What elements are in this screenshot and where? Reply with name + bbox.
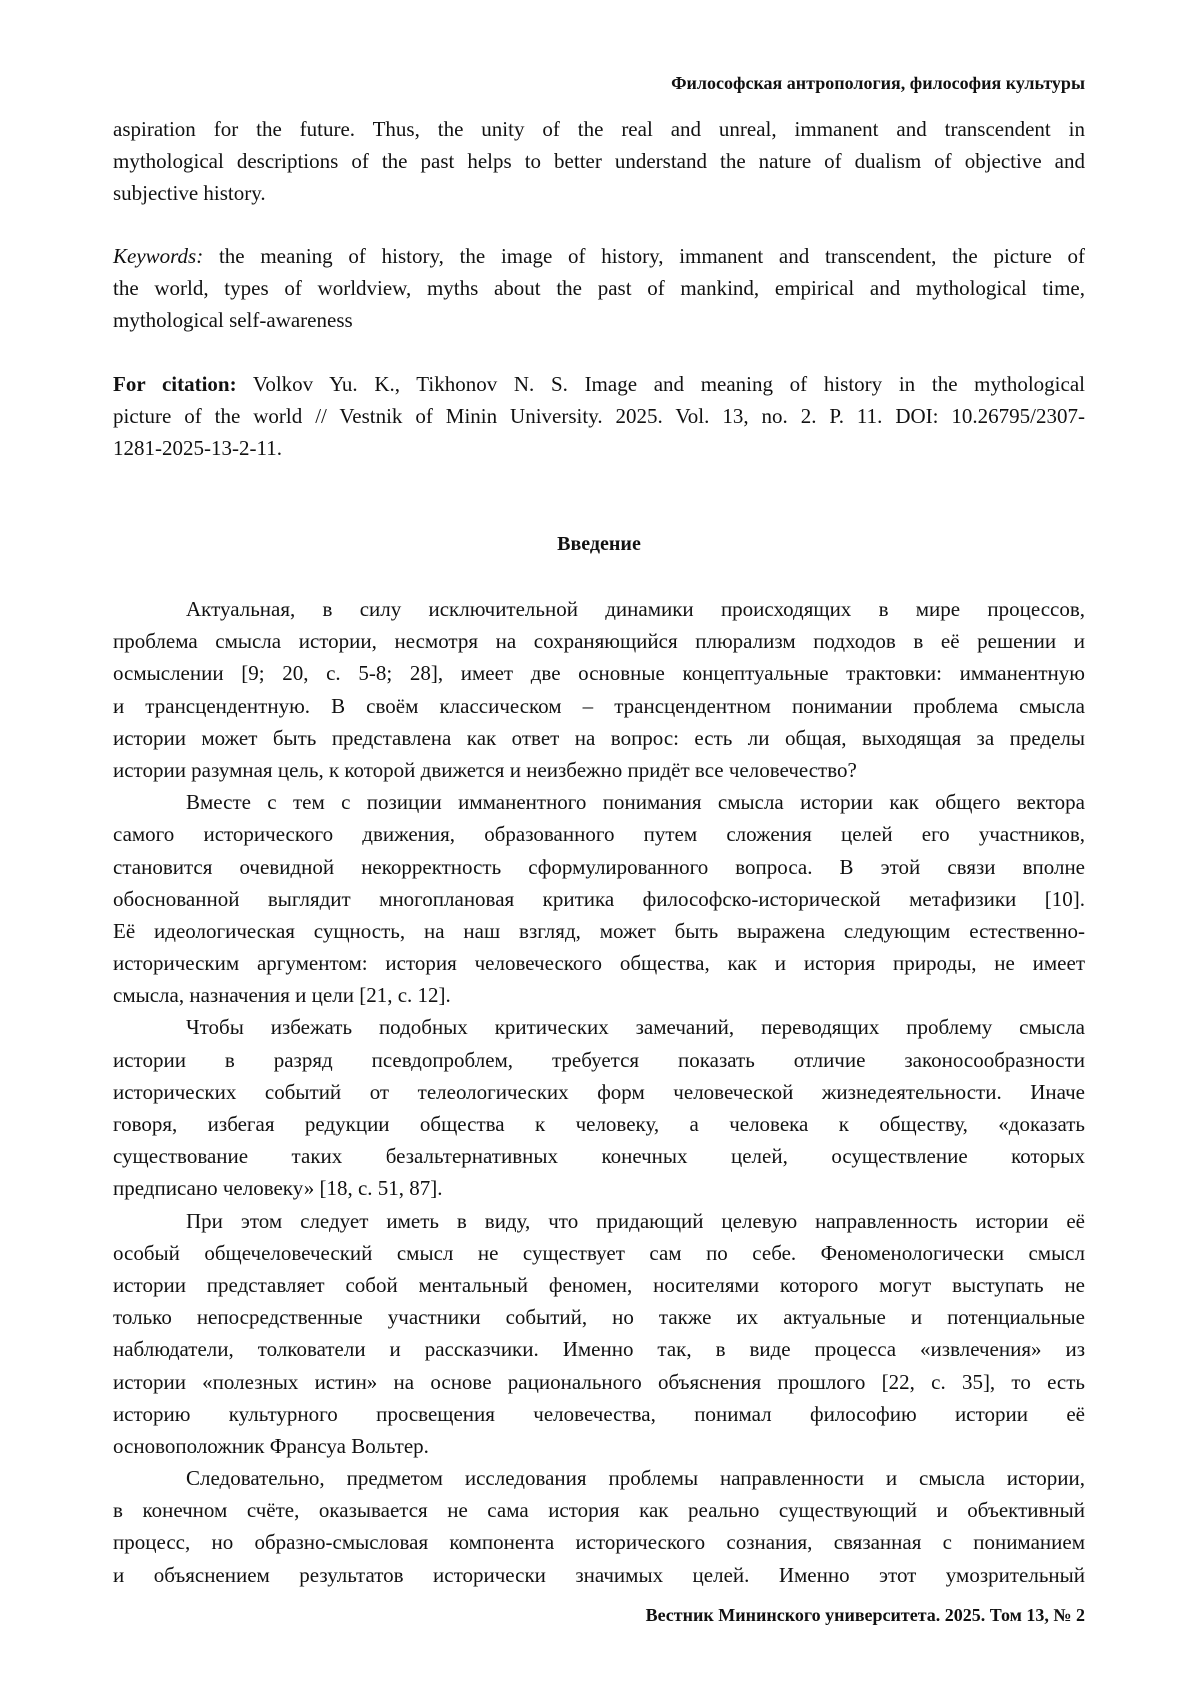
paragraph (113, 1011, 1085, 1204)
paragraph (113, 1462, 1085, 1591)
text-line: смысла, назначения и цели [21, с. 12]. (113, 979, 1085, 1011)
text-line: mythological self-awareness (113, 304, 1085, 336)
keywords-block (113, 240, 1085, 337)
text-line: При этом следует иметь в виду, что придающий целевую направленность истории её (113, 1205, 1085, 1237)
text-line: историческим аргументом: история человеческого общества, как и история природы, не имеет (113, 947, 1085, 979)
text-lines (113, 113, 1085, 210)
text-line: 1281-2025-13-2-11. (113, 432, 1085, 464)
text-line: говоря, избегая редукции общества к человеку, а человека к обществу, «доказать (113, 1108, 1085, 1140)
citation-label: For citation: (113, 372, 237, 396)
text-line: Следовательно, предметом исследования проблемы направленности и смысла истории, (113, 1462, 1085, 1494)
text-line: исторических событий от телеологических форм человеческой жизнедеятельности. Иначе (113, 1076, 1085, 1108)
text-line: subjective history. (113, 177, 1085, 209)
text-line: Вместе с тем с позиции имманентного понимания смысла истории как общего вектора (113, 786, 1085, 818)
text-line: историю культурного просвещения человечества, понимал философию истории её (113, 1398, 1085, 1430)
text-line: и трансцендентную. В своём классическом – трансцендентном понимании проблема смысла (113, 690, 1085, 722)
text-line: осмыслении [9; 20, с. 5-8; 28], имеет две основные концептуальные трактовки: имманентную (113, 657, 1085, 689)
text-line: особый общечеловеческий смысл не существует сам по себе. Феноменологически смысл (113, 1237, 1085, 1269)
text-line: только непосредственные участники событий, но также их актуальные и потенциальные (113, 1301, 1085, 1333)
citation-line (113, 368, 1085, 400)
text-line: истории в разряд псевдопроблем, требуется показать отличие законосообразности (113, 1044, 1085, 1076)
text-line: самого исторического движения, образованного путем сложения целей его участников, (113, 818, 1085, 850)
keywords-text: the meaning of history, the image of history, immanent and transcendent, the picture of (203, 244, 1085, 268)
text-line: основоположник Франсуа Вольтер. (113, 1430, 1085, 1462)
text-line: проблема смысла истории, несмотря на сохраняющийся плюрализм подходов в её решении и (113, 625, 1085, 657)
running-header: Философская антропология, философия культуры (113, 67, 1085, 99)
text-line: mythological descriptions of the past helps to better understand the nature of dualism of objective and (113, 145, 1085, 177)
text-line: и объяснением результатов исторически значимых целей. Именно этот умозрительный (113, 1559, 1085, 1591)
keywords-label: Keywords: (113, 244, 203, 268)
text-line: существование таких безальтернативных конечных целей, осуществление которых (113, 1140, 1085, 1172)
text-line: aspiration for the future. Thus, the unity of the real and unreal, immanent and transcendent in (113, 113, 1085, 145)
citation-block (113, 368, 1085, 465)
text-lines (113, 272, 1085, 336)
text-lines (113, 400, 1085, 464)
text-line: the world, types of worldview, myths about the past of mankind, empirical and mythological time, (113, 272, 1085, 304)
text-line: истории разумная цель, к которой движется и неизбежно придёт все человечество? (113, 754, 1085, 786)
text-line: предписано человеку» [18, с. 51, 87]. (113, 1172, 1085, 1204)
text-line: становится очевидной некорректность сформулированного вопроса. В этой связи вполне (113, 851, 1085, 883)
text-line: Чтобы избежать подобных критических замечаний, переводящих проблему смысла (113, 1011, 1085, 1043)
keywords-line (113, 240, 1085, 272)
text-line: picture of the world // Vestnik of Minin University. 2025. Vol. 13, no. 2. P. 11. DOI: 10.26795/2307- (113, 400, 1085, 432)
text-line: наблюдатели, толкователи и рассказчики. Именно так, в виде процесса «извлечения» из (113, 1333, 1085, 1365)
text-line: Актуальная, в силу исключительной динамики происходящих в мире процессов, (113, 593, 1085, 625)
running-footer: Вестник Мининского университета. 2025. Том 13, № 2 (113, 1599, 1085, 1631)
text-line: Её идеологическая сущность, на наш взгляд, может быть выражена следующим естественно- (113, 915, 1085, 947)
abstract-continuation (113, 113, 1085, 210)
text-line: процесс, но образно-смысловая компонента исторического сознания, связанная с пониманием (113, 1526, 1085, 1558)
paragraph (113, 593, 1085, 786)
paragraph (113, 1205, 1085, 1463)
body-text (113, 593, 1085, 1591)
text-line: истории представляет собой ментальный феномен, носителями которого могут выступать не (113, 1269, 1085, 1301)
section-title: Введение (113, 528, 1085, 560)
text-line: истории может быть представлена как ответ на вопрос: есть ли общая, выходящая за пределы (113, 722, 1085, 754)
citation-text: Volkov Yu. K., Tikhonov N. S. Image and meaning of history in the mythological (237, 372, 1085, 396)
text-line: в конечном счёте, оказывается не сама история как реально существующий и объективный (113, 1494, 1085, 1526)
text-line: истории «полезных истин» на основе рационального объяснения прошлого [22, с. 35], то есть (113, 1366, 1085, 1398)
paragraph (113, 786, 1085, 1011)
text-line: обоснованной выглядит многоплановая критика философско-исторической метафизики [10]. (113, 883, 1085, 915)
